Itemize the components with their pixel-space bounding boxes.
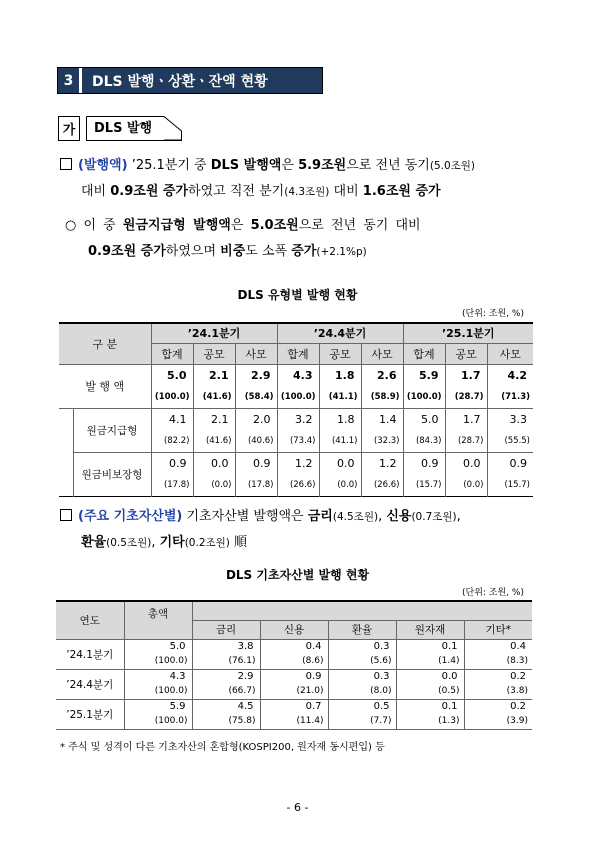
subsection-title-box [86, 116, 182, 141]
para3-text: 順 [229, 535, 248, 550]
table1-corner-header: 구 분 [59, 323, 151, 364]
paragraph-issuance-line2 [81, 180, 441, 204]
table-cell: (41.6) [193, 386, 235, 408]
table-cell: 0.2 [464, 699, 532, 714]
table-footnote: * 주식 및 성격이 다른 기초자산의 혼합형(KOSPI200, 원자재 동시편입) 등 [60, 742, 385, 753]
para1-text: 5.9조원 [298, 158, 347, 173]
paragraph-underlying-line2 [81, 531, 247, 555]
para2-text: 비중 [220, 244, 246, 259]
para2-text: 도 소폭 [245, 244, 292, 259]
table-cell: (7.7) [328, 714, 396, 729]
table1-subcol-header: 사모 [235, 343, 277, 364]
table-cell: (0.5) [396, 684, 464, 699]
row-label: 원금지급형 [73, 408, 151, 452]
row-year: ’24.1분기 [56, 639, 124, 669]
paragraph-principal-line1 [65, 214, 421, 238]
table1-unit: (단위: 조원, %) [462, 309, 524, 319]
para1-text: 대비 [81, 184, 111, 199]
table-cell: (100.0) [403, 386, 445, 408]
table2-header-spacer [192, 601, 532, 620]
table-cell: (1.4) [396, 654, 464, 669]
para3-text: , [151, 535, 160, 550]
table-row [59, 408, 533, 430]
table-cell: 5.0 [403, 408, 445, 430]
table-cell: (8.6) [260, 654, 328, 669]
table-cell: (11.4) [260, 714, 328, 729]
page-number: - 6 - [286, 801, 309, 814]
table2-total-header: 총액 [124, 601, 192, 639]
table-cell: 1.8 [319, 364, 361, 386]
para3-text: (0.2조원) [184, 537, 230, 549]
table-cell: 2.9 [235, 364, 277, 386]
table-cell: 0.3 [328, 669, 396, 684]
table-cell: 2.1 [193, 408, 235, 430]
paragraph-issuance-line1 [60, 154, 475, 178]
para2-text: 0.9조원 증가 [88, 244, 166, 259]
table1-subcol-header: 합계 [403, 343, 445, 364]
table-cell: (41.1) [319, 430, 361, 452]
table-cell: 2.6 [361, 364, 403, 386]
table-cell: (100.0) [124, 714, 192, 729]
table-cell: (5.6) [328, 654, 396, 669]
table-cell: (76.1) [192, 654, 260, 669]
table-cell: (15.7) [403, 474, 445, 496]
para2-text: 으로 전년 동기 대비 [298, 218, 421, 233]
table-row [56, 669, 532, 684]
table1-subcol-header: 사모 [487, 343, 533, 364]
issuance-by-type-table [59, 322, 533, 497]
table-cell: (82.2) [151, 430, 193, 452]
row-year: ’24.4분기 [56, 669, 124, 699]
table2-col-header: 금리 [192, 620, 260, 639]
table1-subcol-header: 공모 [193, 343, 235, 364]
table-cell: (41.1) [319, 386, 361, 408]
para1-text: (5.0조원) [429, 160, 476, 172]
para1-text: 대비 [329, 184, 363, 199]
table-cell: (3.8) [464, 684, 532, 699]
table-cell: (84.3) [403, 430, 445, 452]
section-title: DLS 발행ㆍ상환ㆍ잔액 현황 [82, 68, 322, 93]
table-cell: 4.1 [151, 408, 193, 430]
table-cell: (100.0) [151, 386, 193, 408]
table-cell: 0.5 [328, 699, 396, 714]
table-cell: 1.2 [277, 452, 319, 474]
table-cell: (8.0) [328, 684, 396, 699]
table1-subcol-header: 공모 [319, 343, 361, 364]
section-header [57, 67, 323, 94]
table-cell: (71.3) [487, 386, 533, 408]
table-row [56, 699, 532, 714]
para1-text: 0.9조원 증가 [110, 184, 189, 199]
table-cell: (28.7) [445, 430, 487, 452]
table-cell: (26.6) [361, 474, 403, 496]
row-label: 발 행 액 [59, 364, 151, 408]
para3-text: (0.5조원) [106, 537, 152, 549]
table1-title: DLS 유형별 발행 현황 [237, 288, 358, 302]
table-cell: 0.9 [235, 452, 277, 474]
table1-period-header: ’24.1분기 [151, 323, 277, 343]
subsection-title: DLS 발행 [94, 121, 153, 136]
table-cell: (1.3) [396, 714, 464, 729]
row-year: ’25.1분기 [56, 699, 124, 729]
table-cell: 1.2 [361, 452, 403, 474]
table-cell: (21.0) [260, 684, 328, 699]
table-row [56, 639, 532, 654]
row-label: 원금비보장형 [73, 452, 151, 496]
para3-label: (주요 기초자산별) [78, 509, 183, 524]
table-row [56, 714, 532, 729]
table-cell: 5.0 [151, 364, 193, 386]
table-cell: 3.2 [277, 408, 319, 430]
para1-label: (발행액) [78, 158, 128, 173]
table-row [56, 654, 532, 669]
table-cell: 4.5 [192, 699, 260, 714]
table-cell: 1.8 [319, 408, 361, 430]
checkbox-bullet-icon [60, 509, 72, 521]
table-cell: (58.9) [361, 386, 403, 408]
para1-text: 하였고 직전 분기 [188, 184, 285, 199]
table-cell: 0.0 [319, 452, 361, 474]
table-cell: (41.6) [193, 430, 235, 452]
table-cell: (32.3) [361, 430, 403, 452]
para3-text: 기초자산별 발행액은 [182, 509, 308, 524]
table-cell: (8.3) [464, 654, 532, 669]
table-row [59, 452, 533, 474]
para2-text: (+2.1%p) [316, 246, 367, 258]
table-cell: 1.4 [361, 408, 403, 430]
table-cell: (28.7) [445, 386, 487, 408]
table-row [59, 364, 533, 386]
para3-text: (0.7조원) [411, 511, 457, 523]
table1-subcol-header: 합계 [151, 343, 193, 364]
para2-text: 원금지급형 발행액 [122, 218, 231, 233]
subsection-header [58, 116, 182, 141]
table1-subcol-header: 합계 [277, 343, 319, 364]
para3-text: , [456, 509, 461, 524]
para1-text: DLS 발행액 [210, 158, 282, 173]
table-cell: (0.0) [445, 474, 487, 496]
paragraph-underlying-line1 [60, 505, 461, 529]
table-cell: (100.0) [124, 684, 192, 699]
table-cell: 0.1 [396, 639, 464, 654]
table-cell: (40.6) [235, 430, 277, 452]
para2-text: 은 [230, 218, 251, 233]
subsection-letter: 가 [58, 116, 80, 141]
table-cell: 4.3 [277, 364, 319, 386]
table-cell: 0.0 [193, 452, 235, 474]
para3-text: 기타 [159, 535, 185, 550]
table-cell: 0.4 [260, 639, 328, 654]
table-cell: (73.4) [277, 430, 319, 452]
table-cell: (17.8) [151, 474, 193, 496]
table-cell: 0.9 [403, 452, 445, 474]
table2-year-header: 연도 [56, 601, 124, 639]
table-cell: 0.0 [396, 669, 464, 684]
table2-col-header: 원자재 [396, 620, 464, 639]
para2-text: 5.0조원 [250, 218, 299, 233]
table-row [56, 684, 532, 699]
table-cell: 3.8 [192, 639, 260, 654]
indent-spacer [59, 408, 73, 496]
table2-col-header: 환율 [328, 620, 396, 639]
table-cell: 5.0 [124, 639, 192, 654]
table-cell: 0.9 [487, 452, 533, 474]
table-cell: (3.9) [464, 714, 532, 729]
table2-col-header: 신용 [260, 620, 328, 639]
table-cell: 0.9 [260, 669, 328, 684]
table1-period-header: ’25.1분기 [403, 323, 533, 343]
table-cell: 1.7 [445, 408, 487, 430]
table-cell: 0.2 [464, 669, 532, 684]
table-cell: 0.9 [151, 452, 193, 474]
table1-period-header: ’24.4분기 [277, 323, 403, 343]
table-cell: 4.2 [487, 364, 533, 386]
table-cell: (66.7) [192, 684, 260, 699]
para2-text: 이 중 [76, 218, 123, 233]
table-cell: 2.1 [193, 364, 235, 386]
table-cell: (0.0) [193, 474, 235, 496]
para3-text: , [378, 509, 387, 524]
table-cell: (15.7) [487, 474, 533, 496]
table-cell: 1.7 [445, 364, 487, 386]
table-cell: 0.0 [445, 452, 487, 474]
para3-text: 금리 [307, 509, 333, 524]
table-cell: 4.3 [124, 669, 192, 684]
table-cell: (55.5) [487, 430, 533, 452]
table-cell: (75.8) [192, 714, 260, 729]
table-cell: (17.8) [235, 474, 277, 496]
para3-text: 신용 [386, 509, 412, 524]
table-cell: 0.4 [464, 639, 532, 654]
table-cell: 5.9 [403, 364, 445, 386]
table2-col-header: 기타* [464, 620, 532, 639]
para1-text: 은 [281, 158, 299, 173]
table1-subcol-header: 사모 [361, 343, 403, 364]
table-cell: (0.0) [319, 474, 361, 496]
para1-text: 1.6조원 증가 [362, 184, 441, 199]
para3-text: 환율 [81, 535, 107, 550]
table-cell: (100.0) [277, 386, 319, 408]
table-cell: 0.3 [328, 639, 396, 654]
circle-bullet-icon: ○ [65, 218, 77, 233]
table-cell: (26.6) [277, 474, 319, 496]
table-cell: 2.9 [192, 669, 260, 684]
para1-text: 으로 전년 동기 [346, 158, 430, 173]
table-cell: (58.4) [235, 386, 277, 408]
para1-text: (4.3조원) [284, 186, 330, 198]
table-cell: 0.7 [260, 699, 328, 714]
para3-text: (4.5조원) [332, 511, 379, 523]
table-cell: (100.0) [124, 654, 192, 669]
table-cell: 0.1 [396, 699, 464, 714]
table-cell: 2.0 [235, 408, 277, 430]
para2-text: 증가 [291, 244, 317, 259]
table-cell: 5.9 [124, 699, 192, 714]
table1-subcol-header: 공모 [445, 343, 487, 364]
para1-text: ’25.1분기 중 [127, 158, 211, 173]
section-number: 3 [58, 68, 82, 93]
checkbox-bullet-icon [60, 158, 72, 170]
table2-unit: (단위: 조원, %) [462, 588, 524, 598]
table-cell: 3.3 [487, 408, 533, 430]
paragraph-principal-line2 [88, 240, 367, 264]
table2-title: DLS 기초자산별 발행 현황 [225, 568, 370, 582]
issuance-by-underlying-table [56, 600, 532, 730]
para2-text: 하였으며 [165, 244, 221, 259]
